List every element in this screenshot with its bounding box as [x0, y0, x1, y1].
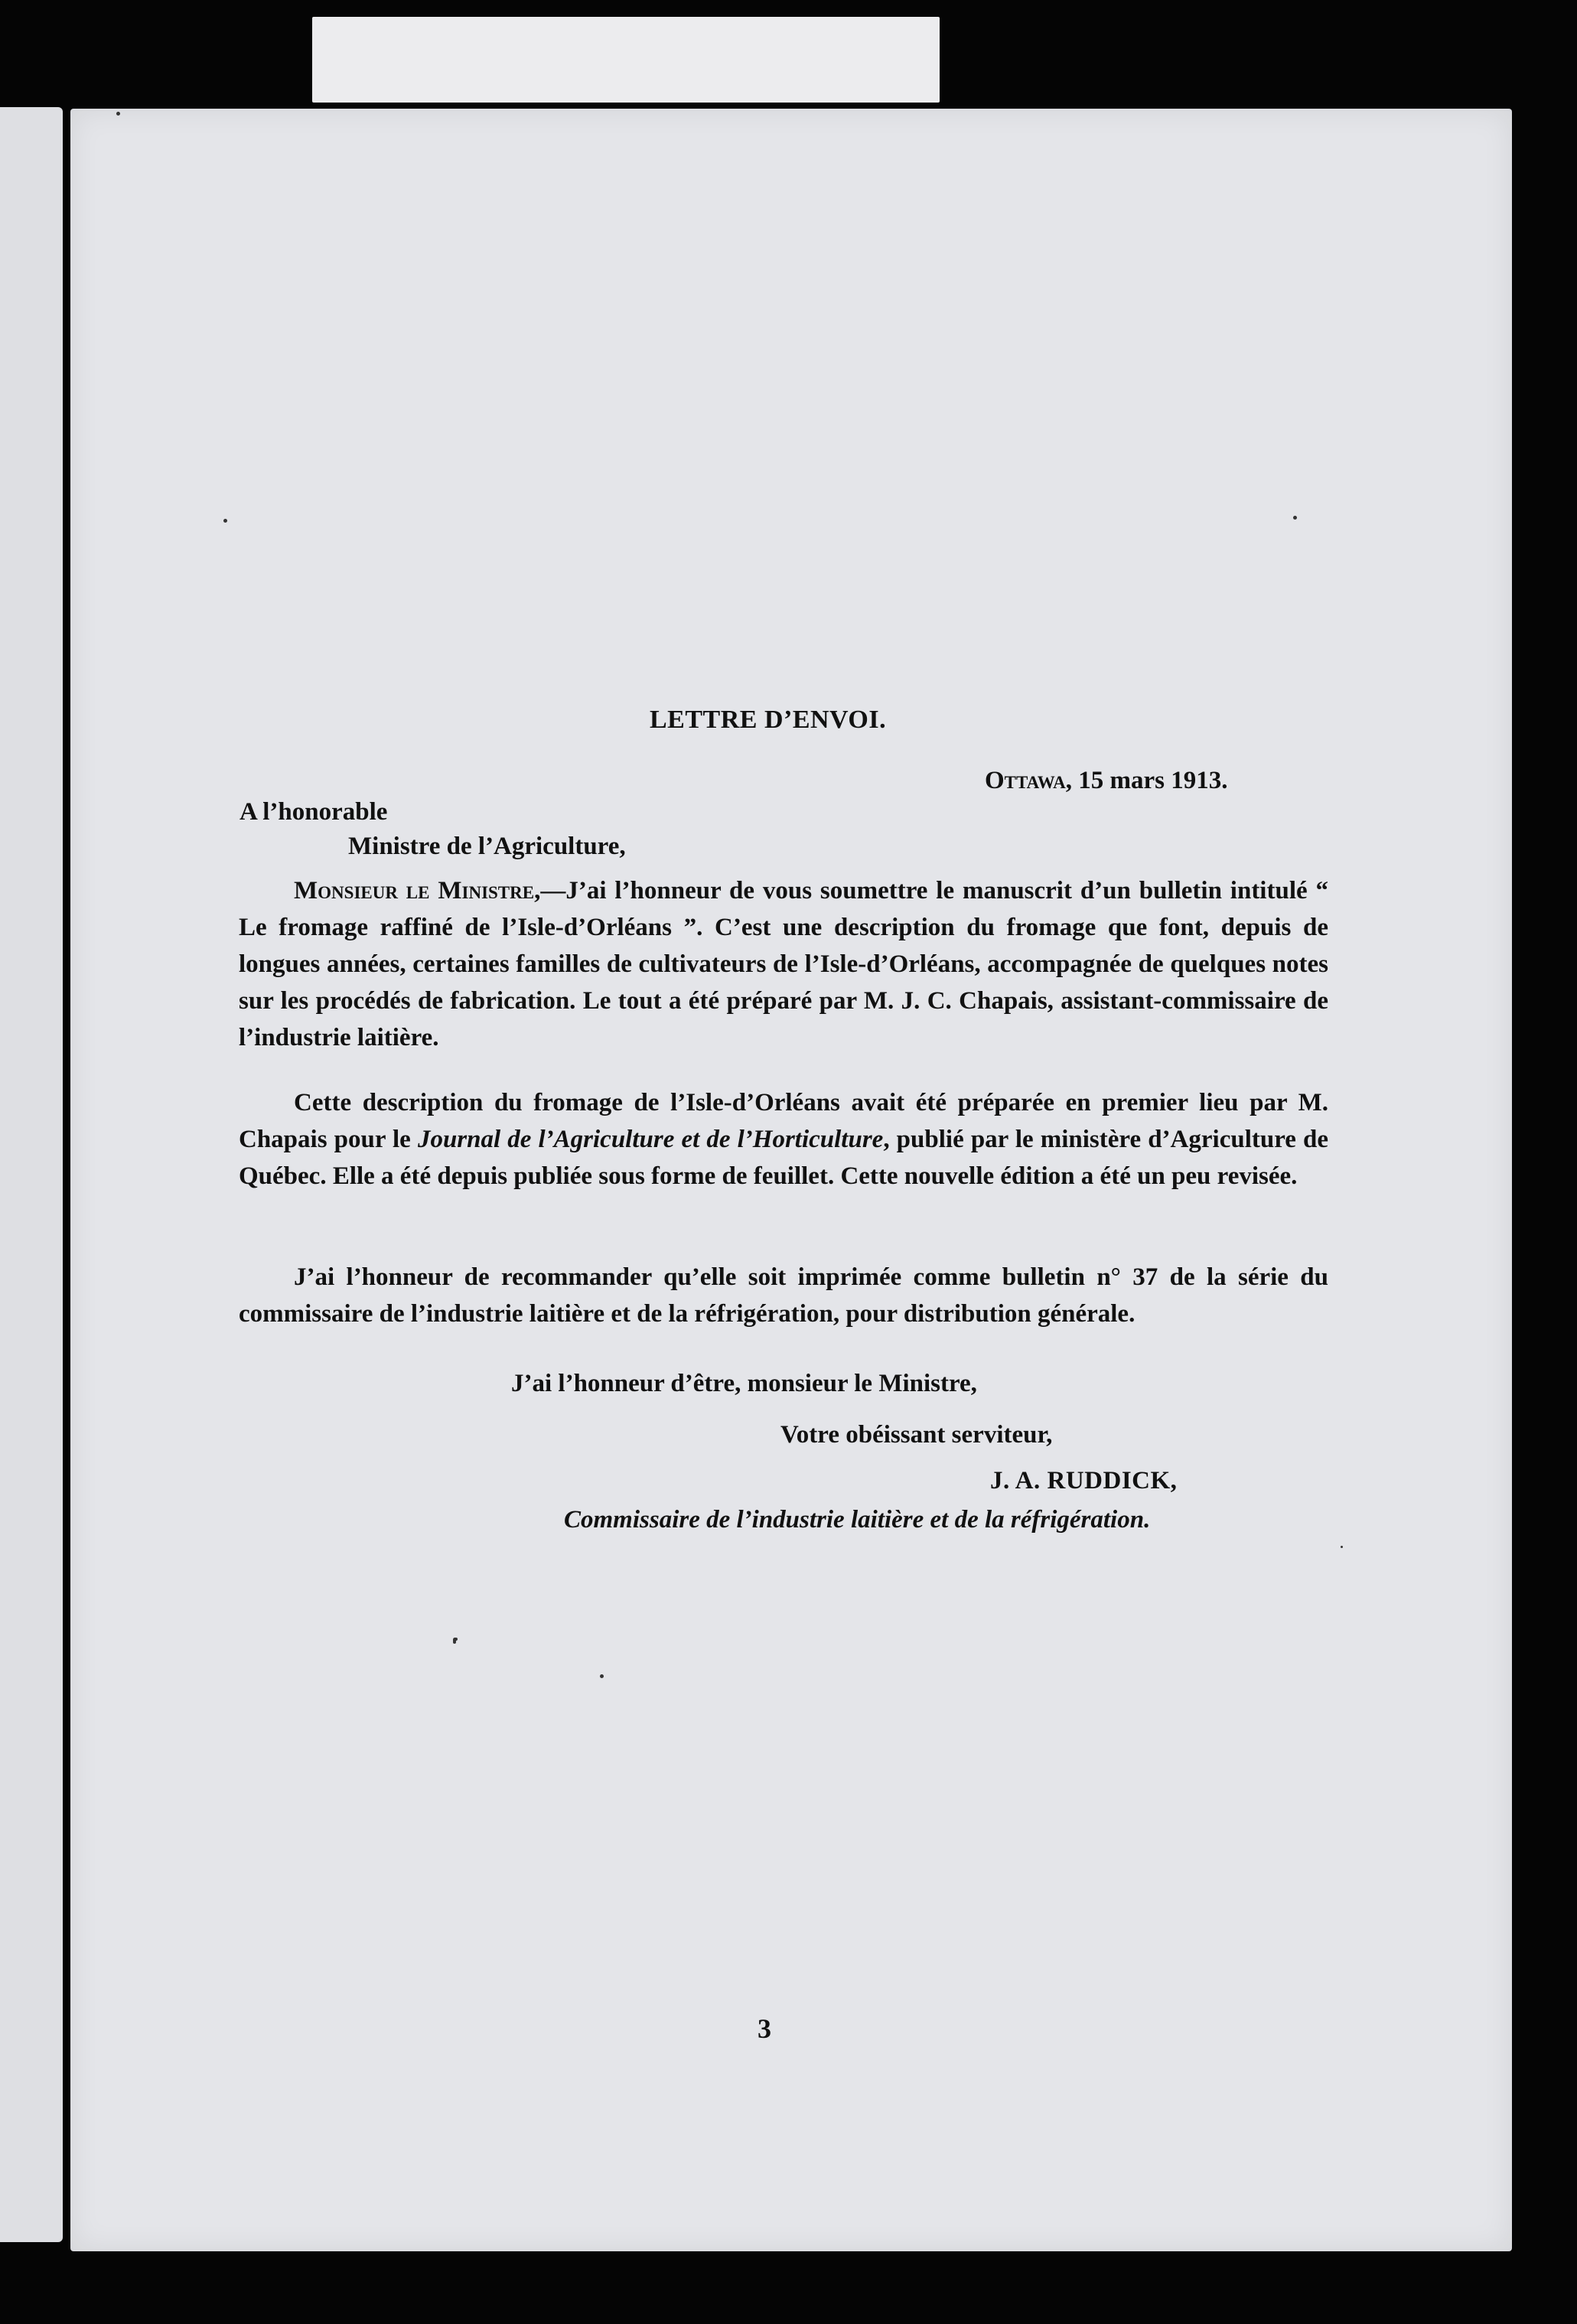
top-paper-slip — [312, 17, 940, 103]
paper-speck — [223, 519, 227, 523]
journal-title: Journal de l’Agriculture et de l’Horticulture — [417, 1126, 884, 1153]
page-number: 3 — [758, 2013, 771, 2044]
paper-speck — [453, 1638, 457, 1641]
salutation: Monsieur le Ministre, — [294, 877, 541, 905]
paper-speck — [600, 1674, 604, 1678]
letter-title: LETTRE D’ENVOI. — [650, 706, 887, 734]
signer-title: Commissaire de l’industrie laitière et de la réfrigération. — [564, 1506, 1151, 1534]
paper-speck — [116, 112, 120, 116]
paragraph-1 — [239, 872, 1328, 1056]
paragraph-1-text: —J’ai l’honneur de vous soumettre le manuscrit d’un bulletin intitulé “ Le fromage raffiné de l’Isle-d’Orléans ”. C’est une description du fromage que font, depuis de longues années, certaines familles de cultivateurs de l’Isle-d’Orléans, accompagnée de quelques notes sur les procédés de fabrication. Le tout a été préparé par M. J. C. Chapais, assistant-commissaire de l’industrie laitière. — [239, 877, 1328, 1051]
paragraph-2-text-start: Cette description du fromage de l’Isle-d’Orléans avait été préparée en premier lieu par M. Chapais pour le — [239, 1089, 1328, 1153]
paragraph-3: J’ai l’honneur de recommander qu’elle soit imprimée comme bulletin n° 37 de la série du commissaire de l’industrie laitière et de la réfrigération, pour distribution générale. — [239, 1263, 1328, 1328]
closing-line-1: J’ai l’honneur d’être, monsieur le Ministre, — [511, 1370, 977, 1397]
addressee-line-1: A l’honorable — [239, 798, 388, 826]
signer-name: J. A. RUDDICK, — [990, 1467, 1178, 1494]
paragraph-2 — [239, 1084, 1328, 1195]
closing-line-2: Votre obéissant serviteur, — [780, 1421, 1053, 1449]
dateline — [985, 762, 1228, 799]
paper-speck — [1341, 1546, 1343, 1548]
paragraph-2-text-end: , publié par le ministère d’Agriculture de Québec. Elle a été depuis publiée sous forme de feuillet. Cette nouvelle édition a été un peu revisée. — [239, 1126, 1329, 1190]
addressee-line-2: Ministre de l’Agriculture, — [348, 833, 626, 860]
paper-speck — [1293, 516, 1297, 520]
dateline-city: Ottawa — [985, 767, 1066, 794]
dateline-date: , 15 mars 1913. — [1065, 767, 1228, 794]
adjacent-page-edge — [0, 107, 63, 2242]
